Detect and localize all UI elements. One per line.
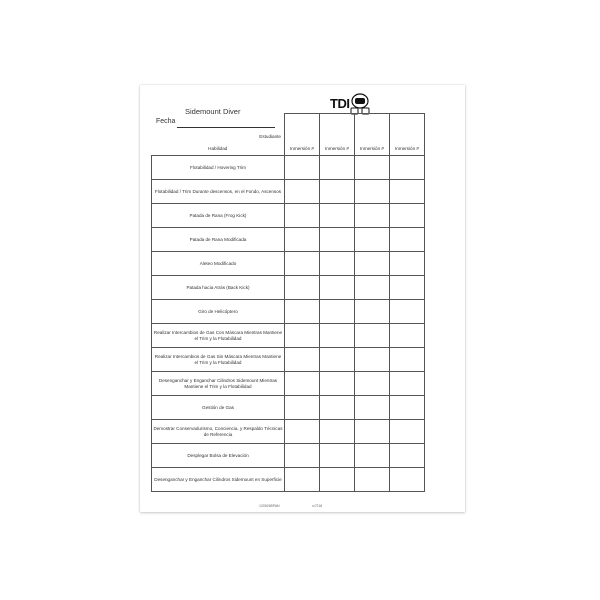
form-title: Sidemount Diver bbox=[185, 107, 241, 116]
skill-name: Flotabilidad / Hovering Trim bbox=[152, 156, 285, 180]
dive-checkbox-cell[interactable] bbox=[390, 156, 425, 180]
table-row bbox=[152, 228, 425, 252]
dive-checkbox-cell[interactable] bbox=[390, 180, 425, 204]
table-row bbox=[152, 348, 425, 372]
dive-checkbox-cell[interactable] bbox=[390, 348, 425, 372]
dive-checkbox-cell[interactable] bbox=[285, 444, 320, 468]
dive-checkbox-cell[interactable] bbox=[390, 276, 425, 300]
dive-checkbox-cell[interactable] bbox=[355, 252, 390, 276]
dive-column-header: Inmersión # bbox=[355, 114, 390, 156]
dive-checkbox-cell[interactable] bbox=[390, 324, 425, 348]
dive-checkbox-cell[interactable] bbox=[285, 348, 320, 372]
dive-checkbox-cell[interactable] bbox=[320, 396, 355, 420]
dive-checkbox-cell[interactable] bbox=[320, 348, 355, 372]
dive-checkbox-cell[interactable] bbox=[320, 252, 355, 276]
skill-sheet bbox=[140, 85, 465, 512]
skill-name: Giro de Helicóptero bbox=[152, 300, 285, 324]
dive-checkbox-cell[interactable] bbox=[285, 324, 320, 348]
dive-checkbox-cell[interactable] bbox=[320, 444, 355, 468]
table-row bbox=[152, 276, 425, 300]
form-code: 1205265PAN bbox=[259, 504, 280, 508]
table-row bbox=[152, 396, 425, 420]
dive-checkbox-cell[interactable] bbox=[355, 468, 390, 492]
dive-checkbox-cell[interactable] bbox=[320, 228, 355, 252]
dive-checkbox-cell[interactable] bbox=[285, 228, 320, 252]
table-row bbox=[152, 444, 425, 468]
dive-checkbox-cell[interactable] bbox=[285, 180, 320, 204]
skill-name: Aleteo Modificado bbox=[152, 252, 285, 276]
table-row bbox=[152, 156, 425, 180]
dive-checkbox-cell[interactable] bbox=[390, 468, 425, 492]
skill-name: Desenganchar y Enganchar Cilindros Sidemount en Superficie bbox=[152, 468, 285, 492]
dive-checkbox-cell[interactable] bbox=[285, 420, 320, 444]
skill-name: Patada hacia Atrás (Back Kick) bbox=[152, 276, 285, 300]
skill-name: Desplegar Bolsa de Elevación bbox=[152, 444, 285, 468]
dive-checkbox-cell[interactable] bbox=[355, 372, 390, 396]
skill-name: Realizar Intercambios de Gas Sin Máscara Mientras Mantiene el Trim y la Flotabilidad bbox=[152, 348, 285, 372]
dive-checkbox-cell[interactable] bbox=[285, 276, 320, 300]
dive-checkbox-cell[interactable] bbox=[285, 396, 320, 420]
dive-checkbox-cell[interactable] bbox=[320, 372, 355, 396]
dive-checkbox-cell[interactable] bbox=[285, 468, 320, 492]
dive-checkbox-cell[interactable] bbox=[320, 468, 355, 492]
dive-checkbox-cell[interactable] bbox=[390, 228, 425, 252]
skill-name: Demostrar Conservadurismo, Conciencia, y Respaldo Técnicas de Referencia bbox=[152, 420, 285, 444]
dive-checkbox-cell[interactable] bbox=[355, 300, 390, 324]
dive-checkbox-cell[interactable] bbox=[355, 228, 390, 252]
dive-checkbox-cell[interactable] bbox=[320, 156, 355, 180]
dive-checkbox-cell[interactable] bbox=[320, 204, 355, 228]
dive-checkbox-cell[interactable] bbox=[390, 444, 425, 468]
dive-checkbox-cell[interactable] bbox=[390, 300, 425, 324]
form-revision: v.0716 bbox=[312, 504, 323, 508]
dive-column-header: Inmersión # bbox=[390, 114, 425, 156]
skill-header: Habilidad bbox=[208, 146, 228, 151]
dive-checkbox-cell[interactable] bbox=[320, 300, 355, 324]
table-row bbox=[152, 252, 425, 276]
table-row bbox=[152, 204, 425, 228]
table-row bbox=[152, 468, 425, 492]
dive-checkbox-cell[interactable] bbox=[285, 156, 320, 180]
header-skill-cell bbox=[152, 114, 285, 156]
skill-name: Gestión de Gas bbox=[152, 396, 285, 420]
skill-name: Realizar Intercambios de Gas Con Máscara Mientras Mantiene el Trim y la Flotabilidad bbox=[152, 324, 285, 348]
dive-checkbox-cell[interactable] bbox=[285, 372, 320, 396]
dive-checkbox-cell[interactable] bbox=[355, 204, 390, 228]
table-header-row bbox=[152, 114, 425, 156]
dive-checkbox-cell[interactable] bbox=[285, 252, 320, 276]
dive-checkbox-cell[interactable] bbox=[355, 180, 390, 204]
dive-column-header: Inmersión # bbox=[320, 114, 355, 156]
dive-checkbox-cell[interactable] bbox=[355, 156, 390, 180]
table-row bbox=[152, 180, 425, 204]
table-row bbox=[152, 324, 425, 348]
dive-checkbox-cell[interactable] bbox=[355, 324, 390, 348]
dive-checkbox-cell[interactable] bbox=[390, 372, 425, 396]
dive-checkbox-cell[interactable] bbox=[355, 420, 390, 444]
student-label: Estudiante bbox=[259, 133, 281, 139]
skill-name: Flotabilidad / Trim Durante descensos, en el Fondo, Ascensos bbox=[152, 180, 285, 204]
skills-table bbox=[151, 113, 425, 492]
dive-checkbox-cell[interactable] bbox=[355, 348, 390, 372]
dive-checkbox-cell[interactable] bbox=[355, 396, 390, 420]
dive-checkbox-cell[interactable] bbox=[320, 420, 355, 444]
dive-checkbox-cell[interactable] bbox=[320, 324, 355, 348]
table-row bbox=[152, 420, 425, 444]
skill-name: Desenganchar y Enganchar Cilindros Sidemount Mientras Mantiene el Trim y la Flotabilidad bbox=[152, 372, 285, 396]
date-label: Fecha bbox=[156, 118, 176, 125]
dive-checkbox-cell[interactable] bbox=[390, 396, 425, 420]
skill-name: Patada de Rana Modificada bbox=[152, 228, 285, 252]
dive-checkbox-cell[interactable] bbox=[390, 420, 425, 444]
table-row bbox=[152, 372, 425, 396]
dive-checkbox-cell[interactable] bbox=[285, 204, 320, 228]
dive-checkbox-cell[interactable] bbox=[355, 444, 390, 468]
table-row bbox=[152, 300, 425, 324]
dive-checkbox-cell[interactable] bbox=[285, 300, 320, 324]
dive-checkbox-cell[interactable] bbox=[355, 276, 390, 300]
dive-checkbox-cell[interactable] bbox=[320, 276, 355, 300]
dive-column-header: Inmersión # bbox=[285, 114, 320, 156]
skill-name: Patada de Rana (Frog Kick) bbox=[152, 204, 285, 228]
dive-checkbox-cell[interactable] bbox=[390, 252, 425, 276]
dive-checkbox-cell[interactable] bbox=[320, 180, 355, 204]
dive-checkbox-cell[interactable] bbox=[390, 204, 425, 228]
logo-text: TDI bbox=[330, 96, 350, 111]
